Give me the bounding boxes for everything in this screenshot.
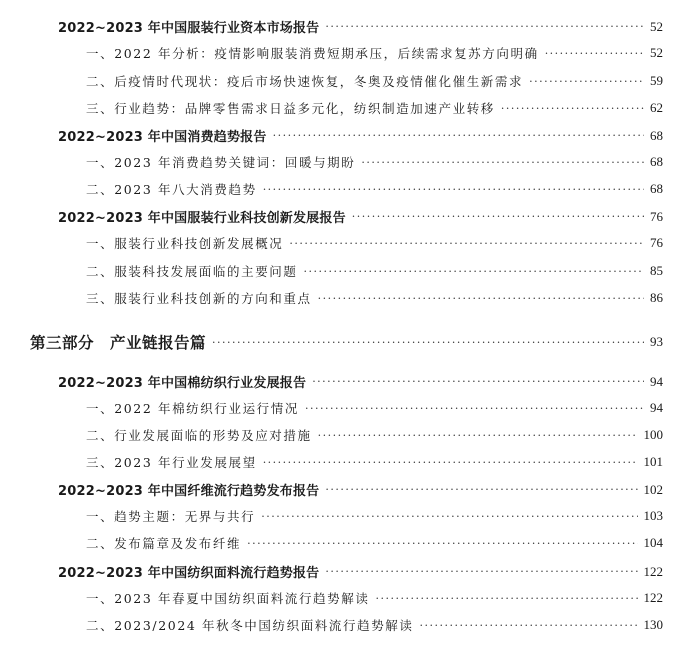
toc-entry-page: 130 [643, 617, 663, 632]
toc-entry-title: 一、2022 年分析：疫情影响服装消费短期承压，后续需求复苏方向明确 [86, 46, 539, 61]
toc-entry-page: 122 [643, 590, 663, 605]
leader-dots [420, 619, 638, 632]
toc-entry-title: 2022~2023 年中国棉纺织行业发展报告 [58, 376, 307, 391]
leader-dots [263, 183, 644, 196]
toc-entry-title: 二、发布篇章及发布纤维 [86, 536, 242, 551]
toc-entry-page: 85 [650, 263, 663, 278]
toc-entry-page: 52 [650, 18, 663, 34]
leader-dots [325, 565, 637, 578]
toc-entry-title: 一、2022 年棉纺织行业运行情况 [86, 401, 299, 416]
leader-dots [325, 483, 637, 496]
toc-entry-title: 2022~2023 年中国服装行业科技创新发展报告 [58, 211, 346, 226]
toc-entry[interactable] [0, 234, 699, 252]
leader-dots [212, 336, 644, 349]
toc-entry-title: 一、2023 年春夏中国纺织面料流行趋势解读 [86, 591, 370, 606]
leader-dots [501, 102, 644, 115]
leader-dots [261, 510, 637, 523]
toc-entry-page: 62 [650, 100, 663, 115]
toc-entry[interactable] [0, 480, 699, 499]
toc-entry[interactable] [0, 616, 699, 634]
toc-entry[interactable] [0, 180, 699, 198]
leader-dots [376, 592, 638, 605]
toc-entry[interactable] [0, 126, 699, 145]
toc-entry-page: 102 [643, 481, 663, 497]
toc-entry-title: 2022~2023 年中国纤维流行趋势发布报告 [58, 484, 320, 499]
leader-dots [318, 292, 644, 305]
toc-entry-title: 三、行业趋势：品牌零售需求日益多元化，纺织制造加速产业转移 [86, 101, 495, 116]
toc-entry[interactable] [0, 534, 699, 552]
toc-entry-title: 三、服装行业科技创新的方向和重点 [86, 291, 312, 306]
toc-entry[interactable] [0, 589, 699, 607]
leader-dots [312, 375, 644, 388]
toc-entry-page: 68 [650, 181, 663, 196]
toc-entry[interactable] [0, 17, 699, 36]
leader-dots [529, 75, 644, 88]
toc-entry[interactable] [0, 399, 699, 417]
toc-entry[interactable] [0, 507, 699, 525]
part-number: 第三部分 [30, 333, 95, 352]
toc-entry-page: 76 [650, 235, 663, 250]
toc-entry[interactable] [0, 562, 699, 581]
toc-entry-title: 2022~2023 年中国纺织面料流行趋势报告 [58, 566, 320, 581]
toc-entry-page: 100 [643, 427, 663, 442]
toc-entry[interactable] [0, 426, 699, 444]
leader-dots [263, 456, 638, 469]
toc-entry[interactable] [0, 207, 699, 226]
toc-entry-page: 59 [650, 73, 663, 88]
toc-entry[interactable] [0, 153, 699, 171]
toc-entry-page: 68 [650, 154, 663, 169]
toc-entry-page: 104 [643, 535, 663, 550]
toc-entry-page: 76 [650, 208, 663, 224]
toc-entry[interactable] [0, 289, 699, 307]
toc-entry-page: 68 [650, 127, 663, 143]
toc-entry-title: 二、2023 年八大消费趋势 [86, 182, 257, 197]
toc-entry[interactable] [0, 44, 699, 62]
leader-dots [325, 20, 644, 33]
leader-dots [361, 156, 644, 169]
toc-entry-page: 52 [650, 45, 663, 60]
part-title: 产业链报告篇 [110, 333, 207, 352]
toc-entry-page: 122 [643, 563, 663, 579]
toc-entry[interactable] [0, 99, 699, 117]
toc-entry-title: 一、服装行业科技创新发展概况 [86, 236, 284, 251]
toc-entry-title: 一、趋势主题：无界与共行 [86, 509, 256, 524]
leader-dots [247, 537, 637, 550]
leader-dots [273, 129, 644, 142]
toc-entry-title: 一、2023 年消费趋势关键词：回暖与期盼 [86, 155, 356, 170]
toc-entry-title: 二、2023/2024 年秋冬中国纺织面料流行趋势解读 [86, 618, 414, 633]
leader-dots [545, 47, 644, 60]
toc-entry-page: 93 [650, 334, 663, 349]
toc-entry-title: 二、服装科技发展面临的主要问题 [86, 264, 298, 279]
toc-entry-title: 三、2023 年行业发展展望 [86, 455, 257, 470]
toc-entry-page: 101 [643, 454, 663, 469]
leader-dots [318, 429, 638, 442]
leader-dots [304, 265, 644, 278]
leader-dots [352, 210, 644, 223]
toc-entry-page: 94 [650, 400, 663, 415]
toc-entry[interactable] [0, 72, 699, 90]
toc-entry-page: 94 [650, 373, 663, 389]
leader-dots [289, 237, 644, 250]
toc-entry-page: 103 [643, 508, 663, 523]
toc-entry-title: 2022~2023 年中国服装行业资本市场报告 [58, 21, 320, 36]
toc-entry[interactable] [0, 372, 699, 391]
toc-entry-page: 86 [650, 290, 663, 305]
toc-part-heading[interactable] [0, 331, 699, 353]
toc-entry-title: 二、行业发展面临的形势及应对措施 [86, 428, 312, 443]
toc-entry-title: 二、后疫情时代现状：疫后市场快速恢复，冬奥及疫情催化催生新需求 [86, 74, 524, 89]
leader-dots [305, 402, 644, 415]
toc-entry-title: 2022~2023 年中国消费趋势报告 [58, 130, 267, 145]
toc-entry[interactable] [0, 262, 699, 280]
toc-entry[interactable] [0, 453, 699, 471]
